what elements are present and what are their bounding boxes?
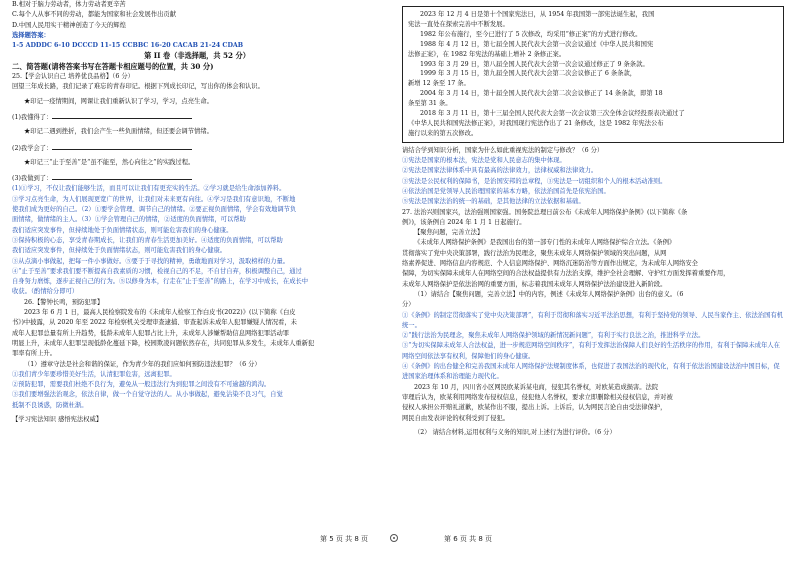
answer-blank-1[interactable]: [52, 111, 192, 119]
q26-tail-heading: 【学习宪法知识 感悟宪法权威】: [12, 415, 103, 423]
q26-material: 2023 年 6 月 1 日，最高人民检察院发布的《未成年人检察工作白皮书(2022)》(以下简称《白皮 书》)中披露，从 2020 年至 2022 年检察机关受理审查逮捕、审查起诉未成年人犯罪嫌疑人情况看，未 成年人犯罪总量有所上升趋势，低龄未成年人犯罪占比上升，未成年人涉嫌帮助信息网络犯罪活动罪 明显上升，未成年人犯罪呈现低龄化蔓延下降，校园欺凌问题依然存在，共同犯罪从多发生，未成年人重新犯 罪率有所上升。: [12, 309, 315, 358]
answers-title: 选择题答案：: [12, 31, 50, 39]
q25-title: 25.【学会认识自己 培养优良品格】（6 分）: [12, 73, 134, 81]
q26-title: 26.【警钟长鸣，预防犯罪】: [24, 298, 104, 306]
option-c: C.每个人从事不同的劳动，都能为国家和社会发展作出贡献: [12, 11, 177, 19]
q26-question-1: （1）遵章守法是社会和谐的保证，作为青少年的我们应如何预防违法犯罪？（6 分）: [24, 360, 261, 368]
q27-sub-heading: 【聚焦问题，完善立法】: [414, 229, 484, 237]
answers-text: 1-5 ADDDC 6-10 DCCCD 11-15 CCBBC 16-20 CACAB 21-24 CDAB: [12, 42, 244, 50]
q27-question-2: （2） 请结合材料,运用权利与义务的知识,对上述行为进行评价。（6 分）: [414, 428, 616, 436]
binding-mark-icon: [390, 534, 398, 542]
page-number-right: 第 6 页 共 8 页: [444, 535, 493, 543]
q25-answer-2: (2)我学会了：: [12, 142, 382, 154]
q27-case-material: 2023 年 10 月，四川省小区网民欧某诉某电商，侵犯其名誉权，对欧某造成损害。法院 审理后认为，欧某利用网络发布侵权信息，侵犯他人名誉权，要求立即删除相关侵权信息，并对被 侵权人承担公开赔礼道歉，欧某作出不服，提出上诉。上诉后，认为网民言论自由受法律保护， 网民自由发表评论的权利受到了侵犯。: [402, 383, 673, 422]
q27-title-cont: 例》)，该条例自 2024 年 1 月 1 日起施行。: [402, 218, 526, 226]
option-d: D.中国人民用实干精神创造了今天的辉煌: [12, 21, 126, 29]
q27-question-1: （1）请结合【聚焦问题，完善立法】中的内容，例述《未成年人网络保护条例》出台的意义。（6: [414, 290, 684, 298]
constitution-question: 请结合学到知识分析，国家为什么如此重视宪法的制定与修改？（6 分）: [402, 146, 604, 154]
q25-imprint-1: ★印记一疫情期间，网课让我们重新认识了学习，学习，点亮生命。: [24, 97, 213, 105]
left-page: [12, 0, 382, 425]
q27-question-1-cont: 分）: [402, 301, 415, 309]
q27-title: 27. 法治兴则国家兴，法治强则国家强。国务院总理日前公布《未成年人网络保护条例》(以下简称《条: [402, 208, 688, 216]
option-b: B.相对于脑力劳动者，体力劳动者更辛苦: [12, 1, 126, 8]
right-page: [402, 0, 784, 438]
section-title: 二、简答题(请将答案书写在答题卡相应题号的位置，共 30 分): [12, 61, 214, 71]
volume-title: 第 II 卷（非选择题，共 52 分）: [144, 51, 250, 61]
answer-blank-2[interactable]: [52, 142, 192, 150]
answer-blank-3[interactable]: [52, 172, 192, 180]
q25-reference-answer: (1)①学习，不仅让我们能够生活，而且可以让我们有更充实的生活。②学习就是给生命添加养料。 ③学习点亮生命，为人们展现更宽广的世界，让我们对未来更有向往。④学习是我们有意识地，不断地 使我们成为更好的自己。（2）①要学会管理、调节自己的情绪。②要正视负面情绪，学会有效地调节负 面情绪，做情绪的主人。（3）①学会管理自己的情绪，②适度的负面情绪，可以帮助 我们适应突发事件，但持续地处于负面情绪状态，则可能危害我们的身心健康。 ③保持积极的心态，享受青春期成长，让我们的青春生活更加美好。④适度的负面情绪，可以帮助 我们适应突发事件，但持续处于负面情绪状态，则可能危害我们的身心健康。 ③从点滴小事做起，把每一件小事做好。⑤要于于寻找的精神，勇敢地面对学习，汲取榜样的力量。 ④“止于至善”要求我们要不断提高自我素质的习惯，检视自己的不足，不自甘自弃，积极调整自己，通过 自身努力磨炼，逐步正视自己的行为。⑤以修身为本，行走在“止于至善”的路上，在学习中成长，在成长中 收获。（酌情给分即可）: [12, 185, 309, 296]
q25-answer-3: (3)我做到了：: [12, 172, 382, 184]
q25-intro: 回望三年成长路，我们记录了难忘的青春印记。根据下列成长印记，写出你的体会和认识。: [12, 83, 264, 91]
q27-reference-answer: ①《条例》的制定贯彻落实了党中央决策部署”，有利于贯彻和落实习近平法治思想，有利于坚持党的领导、人民当家作主、依法治国有机统一。 ②“践行法治为民理念，聚焦未成年人网络保护领域的新情况新问题”，有利于实行良法之治，推进科学立法。 ③“为切实保障未成年人合法权益，进一步规范网络空间秩序”，有利于发挥法治保障人们良好的生活秩序的作用，有利于保障未成年人在网络空间依法享有权利，保障他们的身心健康。 ④《条例》的出台健全和完善我国未成年人网络保护法规制度体系，也促进了我国法治的现代化，有利于依法治国建设法治中国目标，促进国家治理体系和治理能力现代化。: [402, 311, 784, 381]
constitution-material-box: 2023 年 12 月 4 日是第十个国家宪法日，从 1954 年我国第一部宪法诞生起，我国 宪法一直处在探索完善中不断发展。 1982 年公布施行，至今已进行了 5 次修改，均采用“修正案”的方式进行修改。 1988 年 4 月 12 日，第七届全国人民代表大会第一次会议通过《中华人民共和国宪 法修正案》，在 1982 年宪法的基础上增补 2 条修正案。 1993 年 3 月 29 日，第八届全国人民代表大会第一次会议通过修正了 9 条条款。 1999 年 3 月 15 日，第九届全国人民代表大会第二次会议修正了 6 条条款， 新增 12 条至 17 条。 2004 年 3 月 14 日，第十届全国人民代表大会第二次会议修正了 14 条条款，即第 18 条至第 31 条。 2018 年 3 月 11 日，第十三届全国人民代表大会第一次会议第三次全体会议经投票表决通过了 《中华人民共和国宪法修正案》，对我国现行宪法作出了 21 条修改，这是 1982 年宪法公布 施行以来的第五次修改。: [402, 6, 784, 143]
q27-material: 《未成年人网络保护条例》是我国出台的第一部专门性的未成年人网络保护综合立法。《条例》 贯彻落实了党中央决策部署，践行法治为民理念，聚焦未成年人网络保护领域的突出问题，从网 络素养促进、网络信息内容规范、个人信息网络保护、网络沉迷防治等方面作出规定，为未成年人网络安全 保障，为切实保障未成年人在网络空间的合法权益提供有力法治支撑，维护全社会理解、守护红方面发挥着重要作用， 未成年人网络保护是依法治网的重要方面，标志着我国未成年人网络保护法治建设进入新阶段。: [402, 239, 730, 288]
q25-imprint-2: ★印记二遇到挫折，我们会产生一些负面情绪，但还要会调节情绪。: [24, 128, 213, 136]
page-number-left: 第 5 页 共 8 页: [320, 535, 369, 543]
q25-imprint-3: ★印记三“止于至善”是“虽不能至，然心向往之”的实践过程。: [24, 158, 195, 166]
constitution-reference-answer: ①宪法是国家的根本法，宪法是党和人民意志的集中体现。 ②宪法是国家法律体系中具有最高的法律效力，法律权威和法律效力。 ③宪法是公民权利的保障书，是治国安邦的总章程，③宪法是一切组织和个人的根本活动准则。 ④依法治国是党领导人民治理国家的基本方略，依法治国首先是依宪治国。 ⑤宪法是国家法治的统一的基础，是其他法律的立法依据和基础。: [402, 157, 667, 206]
q26-reference-answer: ①我们青少年要珍惜美好生活，认清犯罪危害，远离犯罪。 ②预防犯罪，需要我们杜绝不良行为，避免从一般违法行为到犯罪之间没有不可逾越的鸿沟。 ③我们要增强法治观念，依法自律，做一个自觉守法的人。从小事做起，避免沾染不良习气，自觉 抵制不良诱惑，防微杜渐。: [12, 370, 283, 409]
q25-answer-1: (1)我懂得了：: [12, 111, 382, 123]
